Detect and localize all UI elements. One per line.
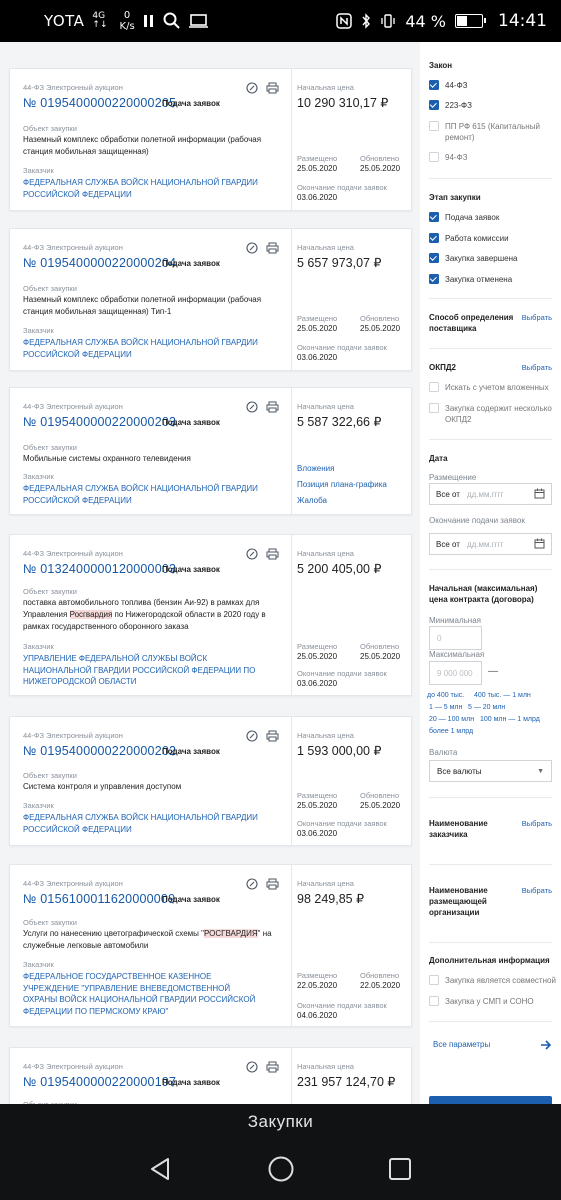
checkbox-checked[interactable] xyxy=(429,100,439,110)
customer-link[interactable]: ФЕДЕРАЛЬНАЯ СЛУЖБА ВОЙСК НАЦИОНАЛЬНОЙ ГВАРДИИ РОССИЙСКОЙ ФЕДЕРАЦИИ xyxy=(23,484,258,505)
method-choose-link[interactable]: Выбрать xyxy=(521,313,552,322)
price-range-chip[interactable]: 400 тыс. — 1 млн xyxy=(474,692,531,699)
law-filter-title: Закон xyxy=(429,61,453,70)
customer-link[interactable]: ФЕДЕРАЛЬНАЯ СЛУЖБА ВОЙСК НАЦИОНАЛЬНОЙ ГВАРДИИ РОССИЙСКОЙ ФЕДЕРАЦИИ xyxy=(23,338,258,359)
printer-icon[interactable] xyxy=(266,1060,279,1073)
divider xyxy=(429,178,552,179)
back-icon[interactable] xyxy=(145,1154,175,1184)
magnifier-icon[interactable] xyxy=(245,547,258,560)
end-submission-date: 03.06.2020 xyxy=(297,679,338,688)
end-submission-label: Окончание подачи заявок xyxy=(297,183,387,192)
search-highlight: Росгвардия xyxy=(69,610,113,619)
content-area xyxy=(0,42,561,1104)
updated-label: Обновлено xyxy=(360,642,400,651)
price-label: Начальная цена xyxy=(297,1062,354,1071)
divider xyxy=(429,942,552,943)
purchase-stage: Подача заявок xyxy=(162,565,220,574)
posted-date: 22.05.2020 xyxy=(297,981,338,990)
purchase-number-link[interactable]: № 0195400000220000202 xyxy=(23,744,177,758)
posted-date: 25.05.2020 xyxy=(297,164,338,173)
customer-name-choose-link[interactable]: Выбрать xyxy=(521,819,552,828)
checkbox-checked[interactable] xyxy=(429,253,439,263)
purchase-card[interactable] xyxy=(9,534,412,696)
purchase-card[interactable] xyxy=(9,387,412,515)
okpd-filter-title: ОКПД2 xyxy=(429,363,457,372)
arrow-right-icon[interactable] xyxy=(540,1038,552,1056)
purchase-type: 44-ФЗ Электронный аукцион xyxy=(23,549,123,558)
complaint-link[interactable]: Жалоба xyxy=(297,496,327,505)
price-label: Начальная цена xyxy=(297,83,354,92)
pause-icon xyxy=(143,14,155,28)
updated-label: Обновлено xyxy=(360,791,400,800)
end-submission-date: 03.06.2020 xyxy=(297,829,338,838)
purchase-number-link[interactable]: № 0195400000220000205 xyxy=(23,96,177,110)
filter-panel xyxy=(420,42,561,1104)
start-price: 1 593 000,00 ₽ xyxy=(297,744,382,758)
bluetooth-icon xyxy=(361,13,371,29)
checkbox-unchecked[interactable] xyxy=(429,996,439,1006)
customer-link[interactable]: ФЕДЕРАЛЬНАЯ СЛУЖБА ВОЙСК НАЦИОНАЛЬНОЙ ГВАРДИИ РОССИЙСКОЙ ФЕДЕРАЦИИ xyxy=(23,178,258,199)
checkbox-checked[interactable] xyxy=(429,233,439,243)
checkbox-checked[interactable] xyxy=(429,80,439,90)
purchase-number-link[interactable]: № 0195400000220000203 xyxy=(23,415,177,429)
currency-label: Валюта xyxy=(429,748,458,757)
end-submission-label: Окончание подачи заявок xyxy=(297,819,387,828)
purchase-type: 44-ФЗ Электронный аукцион xyxy=(23,1062,123,1071)
chevron-down-icon: ▼ xyxy=(537,767,544,775)
okpd-multiple-option[interactable]: Закупка содержит несколько ОКПД2 xyxy=(429,403,553,425)
nfc-icon xyxy=(336,13,352,29)
end-submission-date: 04.06.2020 xyxy=(297,1011,338,1020)
updated-label: Обновлено xyxy=(360,314,400,323)
purchase-stage: Подача заявок xyxy=(162,895,220,904)
search-icon xyxy=(163,12,181,30)
magnifier-icon[interactable] xyxy=(245,729,258,742)
placement-date-label: Размещение xyxy=(429,473,477,482)
posted-label: Размещено xyxy=(297,642,338,651)
stage-filter-cancelled[interactable]: Закупка отменена xyxy=(429,274,512,285)
purchase-card[interactable] xyxy=(9,716,412,846)
purchase-number-link[interactable]: № 0195400000220000197 xyxy=(23,1075,177,1089)
start-price: 98 249,85 ₽ xyxy=(297,892,365,906)
app-title: Закупки xyxy=(247,1112,314,1131)
stage-filter-completed[interactable]: Закупка завершена xyxy=(429,253,517,264)
customer-link[interactable]: ФЕДЕРАЛЬНОЕ ГОСУДАРСТВЕННОЕ КАЗЕННОЕ УЧРЕЖДЕНИЕ "УПРАВЛЕНИЕ ВНЕВЕДОМСТВЕННОЙ ОХРАНЫ ВОЙСК НАЦИОНАЛЬНОЙ ГВАРДИИ РОССИЙСКОЙ ФЕДЕРАЦИИ ПО ПЕРМСКОМУ КРАЮ" xyxy=(23,972,256,1016)
purchase-object: Наземный комплекс обработки полетной информации (рабочая станция мобильная защищенная) xyxy=(23,135,262,156)
printer-icon[interactable] xyxy=(266,729,279,742)
start-price: 5 657 973,07 ₽ xyxy=(297,256,382,270)
posted-label: Размещено xyxy=(297,791,338,800)
law-filter-pp615[interactable]: ПП РФ 615 (Капитальный ремонт) xyxy=(429,121,553,143)
posted-label: Размещено xyxy=(297,971,338,980)
stage-filter-title: Этап закупки xyxy=(429,193,481,202)
object-label: Объект закупки xyxy=(23,771,77,780)
printer-icon[interactable] xyxy=(266,547,279,560)
checkbox-unchecked[interactable] xyxy=(429,403,439,413)
extra-smp-sono[interactable]: Закупка у СМП и СОНО xyxy=(429,996,534,1007)
navigation-bar xyxy=(0,1104,561,1200)
battery-percent: 44 % xyxy=(405,11,446,31)
purchase-stage: Подача заявок xyxy=(162,1078,220,1087)
carrier-name: YOTA xyxy=(44,12,85,30)
network-type: 4G ↑↓ xyxy=(92,11,108,30)
divider xyxy=(429,1021,552,1022)
purchase-number-link[interactable]: № 0156100011620000009 xyxy=(23,892,176,906)
okpd-choose-link[interactable]: Выбрать xyxy=(521,363,552,372)
calendar-icon[interactable] xyxy=(534,488,545,501)
purchase-stage: Подача заявок xyxy=(162,99,220,108)
stage-filter-commission[interactable]: Работа комиссии xyxy=(429,233,509,244)
status-bar xyxy=(0,0,561,42)
object-label: Объект закупки xyxy=(23,284,77,293)
posted-date: 25.05.2020 xyxy=(297,652,338,661)
purchase-card[interactable] xyxy=(9,228,412,371)
min-price-label: Минимальная xyxy=(429,616,482,625)
divider xyxy=(429,348,552,349)
price-range-chip[interactable]: 5 — 20 млн xyxy=(468,704,506,711)
currency-select[interactable]: Все валюты ▼ xyxy=(429,760,552,782)
purchase-object: поставка автомобильного топлива (бензин Аи-92) в рамках для Управления Росгвардия по Нижегородской области в 2020 году в рамках государственного оборонного заказа xyxy=(23,598,266,631)
vibrate-icon xyxy=(380,13,396,29)
price-range-chip[interactable]: 1 — 5 млн xyxy=(429,704,463,711)
customer-label: Заказчик xyxy=(23,166,54,175)
checkbox-unchecked[interactable] xyxy=(429,121,439,131)
checkbox-unchecked[interactable] xyxy=(429,152,439,162)
customer-label: Заказчик xyxy=(23,960,54,969)
end-submission-label: Окончание подачи заявок xyxy=(297,669,387,678)
purchase-object: Мобильные системы охранного телевидения xyxy=(23,454,191,463)
checkbox-checked[interactable] xyxy=(429,274,439,284)
org-name-choose-link[interactable]: Выбрать xyxy=(521,886,552,895)
start-price: 231 957 124,70 ₽ xyxy=(297,1075,396,1089)
price-range-chip[interactable]: 100 млн — 1 млрд xyxy=(480,716,540,723)
customer-label: Заказчик xyxy=(23,801,54,810)
range-dash: — xyxy=(488,666,498,677)
placement-date-input[interactable]: Все от дд.мм.гггг xyxy=(429,483,552,505)
purchase-object: Система контроля и управления доступом xyxy=(23,782,182,791)
law-filter-223fz[interactable]: 223-ФЗ xyxy=(429,100,472,111)
law-filter-44fz[interactable]: 44-ФЗ xyxy=(429,80,467,91)
end-submission-date: 03.06.2020 xyxy=(297,193,338,202)
network-speed: 0 K/s xyxy=(119,10,135,32)
purchase-object: Услуги по нанесению цветографической схемы "РОСГВАРДИЯ" на служебные легковые автомобили xyxy=(23,929,272,950)
method-filter-title: Способ определения поставщика xyxy=(429,313,514,333)
checkbox-unchecked[interactable] xyxy=(429,382,439,392)
purchase-stage: Подача заявок xyxy=(162,259,220,268)
purchase-type: 44-ФЗ Электронный аукцион xyxy=(23,243,123,252)
start-price: 5 587 322,66 ₽ xyxy=(297,415,382,429)
price-label: Начальная цена xyxy=(297,243,354,252)
magnifier-icon[interactable] xyxy=(245,241,258,254)
object-label: Объект закупки xyxy=(23,124,77,133)
updated-date: 25.05.2020 xyxy=(360,324,401,333)
object-label: Объект закупки xyxy=(23,587,77,596)
customer-name-filter-title: Наименование заказчика xyxy=(429,819,488,839)
magnifier-icon[interactable] xyxy=(245,1060,258,1073)
okpd-nested-option[interactable]: Искать с учетом вложенных xyxy=(429,382,549,393)
law-filter-94fz[interactable]: 94-ФЗ xyxy=(429,152,467,163)
purchase-stage: Подача заявок xyxy=(162,418,220,427)
screen-icon xyxy=(189,13,209,29)
object-label: Объект закупки xyxy=(23,443,77,452)
org-name-filter-title: Наименование размещающей организации xyxy=(429,886,488,917)
purchase-type: 44-ФЗ Электронный аукцион xyxy=(23,879,123,888)
posted-label: Размещено xyxy=(297,314,338,323)
price-label: Начальная цена xyxy=(297,879,354,888)
recents-icon[interactable] xyxy=(385,1154,415,1184)
updated-label: Обновлено xyxy=(360,971,400,980)
printer-icon[interactable] xyxy=(266,241,279,254)
attachments-link[interactable]: Вложения xyxy=(297,464,335,473)
purchase-type: 44-ФЗ Электронный аукцион xyxy=(23,83,123,92)
extra-filter-title: Дополнительная информация xyxy=(429,956,550,965)
object-label: Объект закупки xyxy=(23,918,77,927)
price-range-chip[interactable]: до 400 тыс. xyxy=(427,692,465,699)
updated-date: 25.05.2020 xyxy=(360,801,401,810)
printer-icon[interactable] xyxy=(266,400,279,413)
home-icon[interactable] xyxy=(266,1154,296,1184)
end-submission-date: 03.06.2020 xyxy=(297,353,338,362)
battery-icon xyxy=(455,14,483,28)
price-label: Начальная цена xyxy=(297,549,354,558)
deadline-date-input[interactable]: Все от дд.мм.гггг xyxy=(429,533,552,555)
updated-label: Обновлено xyxy=(360,154,400,163)
customer-link[interactable]: УПРАВЛЕНИЕ ФЕДЕРАЛЬНОЙ СЛУЖБЫ ВОЙСК НАЦИОНАЛЬНОЙ ГВАРДИИ РОССИЙСКОЙ ФЕДЕРАЦИИ ПО НИЖЕГОРОДСКОЙ ОБЛАСТИ xyxy=(23,654,256,686)
magnifier-icon[interactable] xyxy=(245,81,258,94)
posted-date: 25.05.2020 xyxy=(297,324,338,333)
start-price: 5 200 405,00 ₽ xyxy=(297,562,382,576)
extra-joint-purchase[interactable]: Закупка является совместной xyxy=(429,975,556,986)
purchase-object: Наземный комплекс обработки полетной информации (рабочая станция мобильная защищенная) Тип-1 xyxy=(23,295,262,316)
stage-filter-submission[interactable]: Подача заявок xyxy=(429,212,499,223)
updated-date: 22.05.2020 xyxy=(360,981,401,990)
customer-label: Заказчик xyxy=(23,642,54,651)
purchase-type: 44-ФЗ Электронный аукцион xyxy=(23,402,123,411)
purchase-card[interactable] xyxy=(9,68,412,211)
updated-date: 25.05.2020 xyxy=(360,652,401,661)
price-label: Начальная цена xyxy=(297,402,354,411)
max-price-input[interactable]: 9 000 000 xyxy=(429,661,482,685)
max-price-label: Максимальная xyxy=(429,650,485,659)
magnifier-icon[interactable] xyxy=(245,400,258,413)
checkbox-unchecked[interactable] xyxy=(429,975,439,985)
price-range-chip[interactable]: 20 — 100 млн xyxy=(429,716,475,723)
divider xyxy=(429,298,552,299)
purchase-number-link[interactable]: № 0195400000220000204 xyxy=(23,256,177,270)
printer-icon[interactable] xyxy=(266,877,279,890)
search-highlight: РОСГВАРДИЯ xyxy=(203,929,258,938)
end-submission-label: Окончание подачи заявок xyxy=(297,343,387,352)
date-filter-title: Дата xyxy=(429,454,448,463)
calendar-icon[interactable] xyxy=(534,538,545,551)
end-submission-label: Окончание подачи заявок xyxy=(297,1001,387,1010)
divider xyxy=(429,569,552,570)
updated-date: 25.05.2020 xyxy=(360,164,401,173)
customer-label: Заказчик xyxy=(23,472,54,481)
price-range-chip[interactable]: более 1 млрд xyxy=(429,728,474,735)
all-parameters-link[interactable]: Все параметры xyxy=(433,1040,491,1049)
purchase-stage: Подача заявок xyxy=(162,747,220,756)
min-price-input[interactable]: 0 xyxy=(429,626,482,650)
checkbox-checked[interactable] xyxy=(429,212,439,222)
magnifier-icon[interactable] xyxy=(245,877,258,890)
posted-label: Размещено xyxy=(297,154,338,163)
schedule-position-link[interactable]: Позиция плана-графика xyxy=(297,480,387,489)
printer-icon[interactable] xyxy=(266,81,279,94)
divider xyxy=(429,864,552,865)
purchase-type: 44-ФЗ Электронный аукцион xyxy=(23,731,123,740)
price-label: Начальная цена xyxy=(297,731,354,740)
start-price: 10 290 310,17 ₽ xyxy=(297,96,389,110)
posted-date: 25.05.2020 xyxy=(297,801,338,810)
customer-label: Заказчик xyxy=(23,326,54,335)
price-filter-title: Начальная (максимальная) цена контракта (договора) xyxy=(429,584,538,604)
divider xyxy=(429,797,552,798)
divider xyxy=(429,439,552,440)
purchase-card[interactable] xyxy=(9,864,412,1027)
purchase-number-link[interactable]: № 0132400000120000003 xyxy=(23,562,177,576)
deadline-date-label: Окончание подачи заявок xyxy=(429,516,525,525)
clock: 14:41 xyxy=(498,11,547,31)
customer-link[interactable]: ФЕДЕРАЛЬНАЯ СЛУЖБА ВОЙСК НАЦИОНАЛЬНОЙ ГВАРДИИ РОССИЙСКОЙ ФЕДЕРАЦИИ xyxy=(23,813,258,834)
